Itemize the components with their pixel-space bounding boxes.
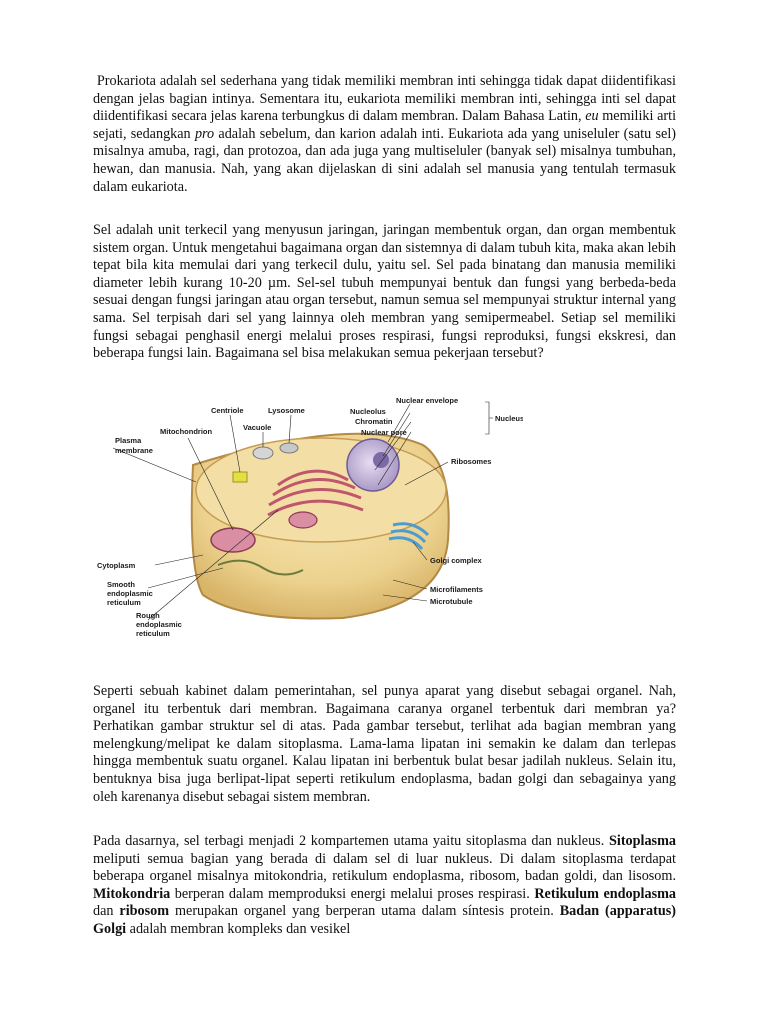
vacuole-shape (253, 447, 273, 459)
cell-diagram (93, 390, 523, 640)
centriole-shape (233, 472, 247, 482)
label-centriole: Centriole (211, 406, 244, 415)
label-vacuole: Vacuole (243, 423, 272, 432)
text-run: Prokariota adalah sel sederhana yang tidak memiliki membran inti sehingga tidak dapat diidentifikasi dengan jelas bagian intinya. Sementara itu, eukariota memiliki membran inti, sehingga inti sel dapat diidentifikasi secara jelas karena terbungkus di dalam membran. Dalam Bahasa Latin, (93, 73, 677, 125)
lysosome-shape (280, 443, 298, 453)
label-mitochondrion: Mitochondrion (160, 427, 213, 436)
label-cytoplasm: Cytoplasm (97, 561, 136, 570)
label-microfilaments: Microfilaments (430, 585, 483, 594)
label-rough-er-2: endoplasmic (136, 620, 182, 629)
paragraph-organel: Seperti sebuah kabinet dalam pemerintahan, sel punya aparat yang disebut sebagai organel. Nah, organel itu terbentuk dari membran. Bagaimana caranya organel terbentuk dari membran ya? Perhatikan gambar struktur sel di atas. Pada gambar tersebut, terlihat ada bagian membran yang melengkung/melipat ke dalam sitoplasma. Lama-lama lipatan ini semakin ke dalam dan terlepas hingga membentuk suatu organel. Kalau lipatan ini berbentuk bulat besar jadilah nukleus. Selain itu, bentuknya bisa juga berlipat-lipat seperti retikulum endoplasma, badan golgi dan sebagainya yang oleh karenanya disebut sebagai sistem membran. (93, 683, 676, 805)
nucleus-shape (347, 439, 399, 491)
label-ribosomes: Ribosomes (451, 457, 492, 466)
text-run: adalah membran kompleks dan vesikel (126, 920, 351, 937)
label-smooth-er-3: reticulum (107, 598, 141, 607)
text-run: adalah sebelum, dan karion adalah inti. Eukariota ada yang uniseluler (satu sel) misalnya amuba, ragi, dan protozoa, dan ada juga yang multiseluler (banyak sel) misalnya tumbuhan, hewan, dan manusia. Nah, yang akan dijelaskan di sini adalah sel manusia yang tentulah termasuk dalam eukariota. (93, 125, 676, 195)
bold-term-ribosom: ribosom (119, 903, 170, 920)
label-microtubule: Microtubule (430, 597, 473, 606)
label-lysosome: Lysosome (268, 406, 305, 415)
italic-term-pro: pro (194, 125, 215, 142)
label-smooth-er-2: endoplasmic (107, 589, 153, 598)
label-plasma-membrane-2: membrane (115, 446, 153, 455)
bold-term-mitokondria: Mitokondria (93, 885, 171, 902)
label-chromatin: Chromatin (355, 417, 393, 426)
label-smooth-er-1: Smooth (107, 580, 135, 589)
cell-diagram-illustration (93, 390, 523, 640)
text-run: berperan dalam memproduksi energi melalui proses respirasi. (170, 885, 535, 902)
paragraph-sel: Sel adalah unit terkecil yang menyusun jaringan, jaringan membentuk organ, dan organ membentuk sistem organ. Untuk mengetahui bagaimana organ dan sistemnya di dalam tubuh kita, maka akan lebih tepat bila kita memulai dari yang terkecil dulu, yaitu sel. Sel pada binatang dan manusia memiliki diameter lebih kurang 10-20 µm. Sel-sel tubuh mempunyai bentuk dan fungsi yang berbeda-beda sesuai dengan fungsi jaringan atau organ tersebut, namun semua sel mempunyai struktur internal yang sama. Sel terpisah dari sel yang lainnya oleh membran yang semipermeabel. Setiap sel memiliki fungsi sebagai penghasil energi melalui proses respirasi, fungsi reproduksi, fungsi ekskresi, dan beberapa fungsi lain. Bagaimana sel bisa melakukan semua pekerjaan tersebut? (93, 222, 676, 362)
bold-term-golgi: Badan (apparatus) Golgi (93, 903, 676, 937)
label-rough-er-3: reticulum (136, 629, 170, 638)
mitochondrion (289, 512, 317, 528)
text-run: meliputi semua bagian yang berada di dalam sel di luar nukleus. Di dalam sitoplasma terdapat beberapa organel misalnya mitokondria, retikulum endoplasma, ribosom, badan goldi, dan lisosom. (93, 850, 676, 885)
paragraph-kompartemen (93, 833, 676, 939)
paragraph-prokariota (93, 73, 676, 196)
label-nucleus: Nucleus (495, 414, 523, 423)
text-run: memiliki arti sejati, sedangkan (93, 108, 677, 142)
bold-term-retikulum: Retikulum endoplasma (534, 885, 677, 902)
label-plasma-membrane-1: Plasma (115, 436, 142, 445)
label-nuclear-pore: Nuclear pore (361, 428, 407, 437)
label-golgi-complex: Golgi complex (430, 556, 482, 565)
text-run: Pada dasarnya, sel terbagi menjadi 2 kompartemen utama yaitu sitoplasma dan nukleus. (93, 833, 609, 849)
label-nucleolus: Nucleolus (350, 407, 386, 416)
bold-term-sitoplasma: Sitoplasma (608, 833, 676, 849)
text-run: dan (93, 903, 120, 920)
label-nuclear-envelope: Nuclear envelope (396, 396, 459, 405)
italic-term-eu: eu (585, 108, 599, 125)
label-rough-er-1: Rough (136, 611, 160, 620)
text-run: merupakan organel yang berperan utama dalam síntesis protein. (169, 903, 560, 920)
